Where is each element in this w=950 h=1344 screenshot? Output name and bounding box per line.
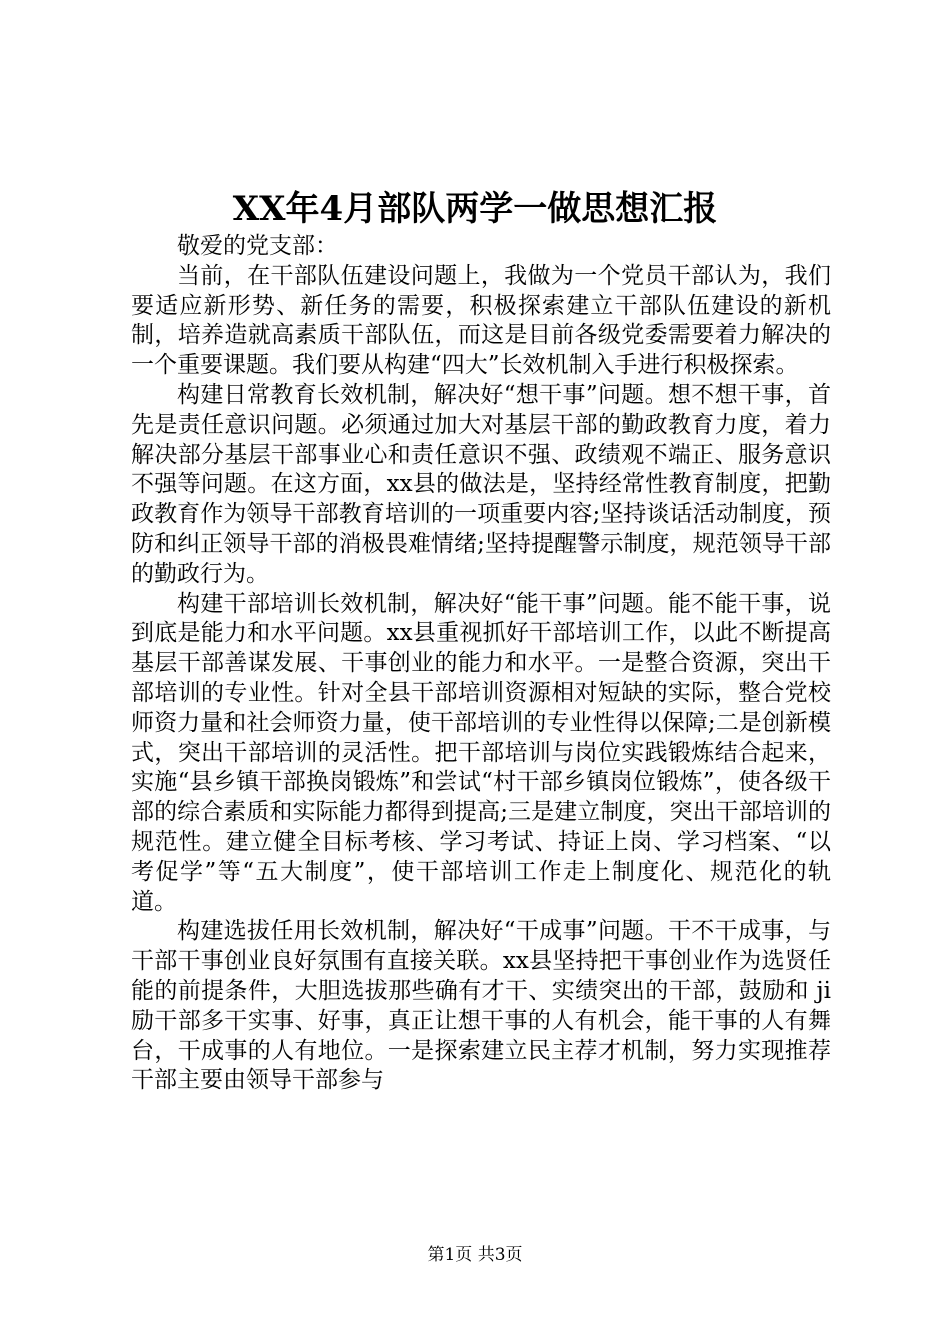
paragraph-1: 当前，在干部队伍建设问题上，我做为一个党员干部认为，我们要适应新形势、新任务的需要，积极探索建立干部队伍建设的新机制，培养造就高素质干部队伍，而这是目前各级党委需要着力解决的一个重要课题。我们要从构建“四大”长效机制入手进行积极探索。: [131, 262, 831, 379]
paragraph-2: 构建日常教育长效机制，解决好“想干事”问题。想不想干事，首先是责任意识问题。必须通过加大对基层干部的勤政教育力度，着力解决部分基层干部事业心和责任意识不强、政绩观不端正、服务意识不强等问题。在这方面，xx县的做法是，坚持经常性教育制度，把勤政教育作为领导干部教育培训的一项重要内容;坚持谈话活动制度，预防和纠正领导干部的消极畏难情绪;坚持提醒警示制度，规范领导干部的勤政行为。: [131, 381, 831, 587]
paragraph-3: 构建干部培训长效机制，解决好“能干事”问题。能不能干事，说到底是能力和水平问题。xx县重视抓好干部培训工作，以此不断提高基层干部善谋发展、干事创业的能力和水平。一是整合资源，突出干部培训的专业性。针对全县干部培训资源相对短缺的实际，整合党校师资力量和社会师资力量，使干部培训的专业性得以保障;二是创新模式，突出干部培训的灵活性。把干部培训与岗位实践锻炼结合起来，实施“县乡镇干部换岗锻炼”和尝试“村干部乡镇岗位锻炼”，使各级干部的综合素质和实际能力都得到提高;三是建立制度，突出干部培训的规范性。建立健全目标考核、学习考试、持证上岗、学习档案、“以考促学”等“五大制度”，使干部培训工作走上制度化、规范化的轨道。: [131, 590, 831, 915]
paragraph-4: 构建选拔任用长效机制，解决好“干成事”问题。干不干成事，与干部干事创业良好氛围有直接关联。xx县坚持把干事创业作为选贤任能的前提条件，大胆选拔那些确有才干、实绩突出的干部，鼓励和 ji 励干部多干实事、好事，真正让想干事的人有机会，能干事的人有舞台，干成事的人有地位。一是探索建立民主荐才机制，努力实现推荐干部主要由领导干部参与: [131, 918, 831, 1094]
page-footer: 第1页 共3页: [427, 1245, 523, 1265]
salutation: 敬爱的党支部：: [177, 233, 338, 259]
document-title: XX年4月部队两学一做思想汇报: [232, 189, 718, 229]
document-body: [131, 232, 831, 1096]
